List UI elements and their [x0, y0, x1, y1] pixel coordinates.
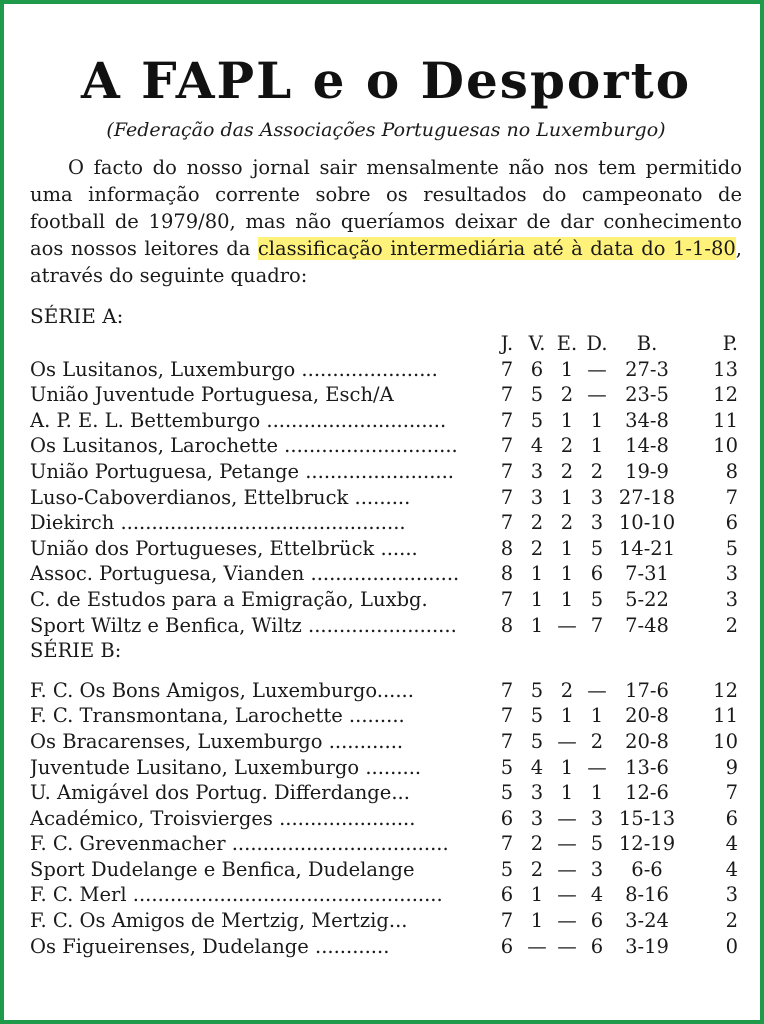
draws: 2 [560, 678, 574, 702]
table-row [30, 536, 742, 562]
losses: — [587, 357, 607, 381]
team-name: Sport Dudelange e Benfica, Dudelange [30, 857, 415, 881]
team-name: Académico, Troisvierges ...................... [30, 806, 416, 830]
losses: 3 [590, 857, 604, 881]
games-played: 7 [500, 485, 514, 509]
games-played: 7 [500, 704, 514, 728]
wins: 2 [530, 857, 544, 881]
draws: 2 [560, 511, 574, 535]
points: 2 [725, 613, 738, 637]
draws: — [557, 613, 577, 637]
games-played: 7 [500, 459, 514, 483]
team-name: Os Lusitanos, Larochette ............................ [30, 434, 458, 458]
wins: 1 [530, 613, 544, 637]
games-played: 7 [500, 678, 514, 702]
points: 3 [725, 587, 738, 611]
points: 3 [725, 883, 738, 907]
serie-b-heading [30, 638, 742, 678]
games-played: 8 [500, 562, 514, 586]
serie-b-label-row [30, 638, 742, 664]
losses: 4 [590, 883, 604, 907]
losses: 6 [590, 909, 604, 933]
draws: — [557, 883, 577, 907]
losses: — [587, 678, 607, 702]
table-row [30, 857, 742, 883]
serie-a-rows [30, 357, 742, 639]
goals: 27-18 [618, 485, 676, 509]
goals: 23-5 [625, 383, 669, 407]
table-row [30, 755, 742, 781]
draws: — [557, 806, 577, 830]
games-played: 8 [500, 613, 514, 637]
losses: 1 [590, 408, 604, 432]
wins: 3 [530, 485, 544, 509]
games-played: 7 [500, 729, 514, 753]
wins: 5 [530, 729, 544, 753]
points: 12 [713, 383, 738, 407]
wins: 5 [530, 408, 544, 432]
header-b: B. [636, 332, 658, 355]
wins: 5 [530, 678, 544, 702]
points: 7 [725, 485, 738, 509]
points: 11 [713, 704, 738, 728]
wins: 1 [530, 909, 544, 933]
team-name: U. Amigável dos Portug. Differdange... [30, 781, 410, 805]
wins: 5 [530, 383, 544, 407]
points: 10 [713, 434, 738, 458]
points: 5 [725, 536, 738, 560]
serie-b-label: SÉRIE B: [30, 639, 122, 663]
goals: 7-48 [625, 613, 669, 637]
serie-b-rows [30, 678, 742, 960]
table-row [30, 934, 742, 960]
losses: 5 [590, 587, 604, 611]
team-name: Os Lusitanos, Luxemburgo ...................... [30, 357, 438, 381]
table-row [30, 806, 742, 832]
table-row [30, 357, 742, 383]
goals: 14-8 [625, 434, 669, 458]
losses: 1 [590, 434, 604, 458]
losses: 6 [590, 934, 604, 958]
draws: 1 [560, 704, 574, 728]
team-name: F. C. Transmontana, Larochette ......... [30, 704, 405, 728]
games-played: 7 [500, 408, 514, 432]
goals: 7-31 [625, 562, 669, 586]
points: 0 [725, 934, 738, 958]
team-name: Os Bracarenses, Luxemburgo ............ [30, 729, 404, 753]
table-row [30, 908, 742, 934]
team-name: Assoc. Portuguesa, Vianden ........................ [30, 562, 460, 586]
draws: 1 [560, 755, 574, 779]
draws: 1 [560, 536, 574, 560]
spacer-row [30, 664, 742, 678]
points: 4 [725, 857, 738, 881]
points: 9 [725, 755, 738, 779]
games-played: 7 [500, 434, 514, 458]
team-name: Luso-Caboverdianos, Ettelbruck ......... [30, 485, 411, 509]
wins: — [527, 934, 547, 958]
wins: 1 [530, 562, 544, 586]
losses: 7 [590, 613, 604, 637]
table-row [30, 780, 742, 806]
losses: 1 [590, 781, 604, 805]
games-played: 5 [500, 857, 514, 881]
losses: 2 [590, 459, 604, 483]
draws: 1 [560, 357, 574, 381]
points: 11 [713, 408, 738, 432]
intro-paragraph [30, 154, 742, 289]
intro-highlight: classificação intermediária até à data do 1-1-80 [257, 237, 736, 260]
points: 3 [725, 562, 738, 586]
draws: — [557, 934, 577, 958]
goals: 17-6 [625, 678, 669, 702]
goals: 13-6 [625, 755, 669, 779]
points: 13 [713, 357, 738, 381]
wins: 1 [530, 883, 544, 907]
draws: 2 [560, 434, 574, 458]
table-header-row [30, 331, 742, 357]
games-played: 7 [500, 511, 514, 535]
wins: 3 [530, 806, 544, 830]
points: 7 [725, 781, 738, 805]
draws: 2 [560, 459, 574, 483]
games-played: 5 [500, 781, 514, 805]
points: 10 [713, 729, 738, 753]
games-played: 6 [500, 883, 514, 907]
draws: 1 [560, 408, 574, 432]
standings-table [30, 331, 742, 959]
table-row [30, 561, 742, 587]
table-row [30, 613, 742, 639]
games-played: 5 [500, 755, 514, 779]
points: 2 [725, 909, 738, 933]
games-played: 7 [500, 383, 514, 407]
losses: — [587, 383, 607, 407]
games-played: 7 [500, 909, 514, 933]
losses: 2 [590, 729, 604, 753]
losses: 5 [590, 536, 604, 560]
games-played: 6 [500, 934, 514, 958]
losses: 6 [590, 562, 604, 586]
team-name: Juventude Lusitano, Luxemburgo ......... [30, 755, 422, 779]
losses: 3 [590, 806, 604, 830]
draws: — [557, 729, 577, 753]
table-row [30, 587, 742, 613]
losses: 3 [590, 511, 604, 535]
team-name: Diekirch .............................................. [30, 511, 406, 535]
wins: 6 [530, 357, 544, 381]
goals: 12-19 [618, 832, 676, 856]
games-played: 7 [500, 832, 514, 856]
intro-text-after: , através do seguinte quadro: [30, 237, 742, 287]
serie-a-label: SÉRIE A: [30, 304, 124, 328]
table-row [30, 729, 742, 755]
table-row [30, 485, 742, 511]
table-row [30, 408, 742, 434]
wins: 3 [530, 459, 544, 483]
draws: 1 [560, 562, 574, 586]
wins: 3 [530, 781, 544, 805]
goals: 27-3 [625, 357, 669, 381]
table-row [30, 510, 742, 536]
team-name: F. C. Merl .................................................. [30, 883, 443, 907]
goals: 34-8 [625, 408, 669, 432]
goals: 20-8 [625, 729, 669, 753]
header-p: P. [722, 332, 738, 355]
draws: — [557, 832, 577, 856]
losses: 1 [590, 704, 604, 728]
goals: 12-6 [625, 781, 669, 805]
intro-text-before: O facto do nosso jornal sair mensalmente não nos tem permitido uma informação corrente sobre os resultados do campeonato de football de 1979/80, mas não queríamos deixar de dar conhecimento aos nossos leitores da [30, 156, 742, 260]
games-played: 7 [500, 357, 514, 381]
games-played: 7 [500, 587, 514, 611]
header-team [30, 331, 492, 357]
draws: 2 [560, 383, 574, 407]
header-d: D. [586, 332, 608, 355]
article [30, 50, 742, 959]
goals: 8-16 [625, 883, 669, 907]
table-row [30, 433, 742, 459]
points: 8 [725, 459, 738, 483]
goals: 10-10 [618, 511, 676, 535]
header-e: E. [556, 332, 578, 355]
games-played: 6 [500, 806, 514, 830]
table-row [30, 703, 742, 729]
team-name: C. de Estudos para a Emigração, Luxbg. [30, 587, 428, 611]
table-row [30, 678, 742, 704]
team-name: Sport Wiltz e Benfica, Wiltz ........................ [30, 613, 457, 637]
points: 12 [713, 678, 738, 702]
goals: 15-13 [618, 806, 676, 830]
article-title: A FAPL e o Desporto [80, 51, 692, 110]
wins: 1 [530, 587, 544, 611]
losses: — [587, 755, 607, 779]
team-name: União Portuguesa, Petange ........................ [30, 459, 454, 483]
wins: 4 [530, 434, 544, 458]
goals: 5-22 [625, 587, 669, 611]
wins: 2 [530, 832, 544, 856]
points: 6 [725, 511, 738, 535]
draws: — [557, 909, 577, 933]
games-played: 8 [500, 536, 514, 560]
points: 6 [725, 806, 738, 830]
goals: 6-6 [631, 857, 663, 881]
losses: 3 [590, 485, 604, 509]
table-row [30, 459, 742, 485]
draws: 1 [560, 587, 574, 611]
team-name: A. P. E. L. Bettemburgo ............................. [30, 408, 447, 432]
team-name: União Juventude Portuguesa, Esch/A [30, 383, 394, 407]
team-name: Os Figueirenses, Dudelange ............ [30, 934, 390, 958]
wins: 5 [530, 704, 544, 728]
header-j: J. [500, 332, 514, 355]
team-name: F. C. Os Bons Amigos, Luxemburgo...... [30, 678, 414, 702]
draws: 1 [560, 485, 574, 509]
goals: 20-8 [625, 704, 669, 728]
draws: 1 [560, 781, 574, 805]
article-subtitle: (Federação das Associações Portuguesas no Luxemburgo) [106, 119, 666, 141]
table-row [30, 831, 742, 857]
points: 4 [725, 832, 738, 856]
team-name: União dos Portugueses, Ettelbrück ...... [30, 536, 418, 560]
table-row [30, 882, 742, 908]
wins: 2 [530, 511, 544, 535]
goals: 3-24 [625, 909, 669, 933]
goals: 19-9 [625, 459, 669, 483]
losses: 5 [590, 832, 604, 856]
team-name: F. C. Os Amigos de Mertzig, Mertzig... [30, 909, 408, 933]
header-v: V. [528, 332, 546, 355]
wins: 4 [530, 755, 544, 779]
team-name: F. C. Grevenmacher ................................... [30, 832, 449, 856]
table-row [30, 382, 742, 408]
draws: — [557, 857, 577, 881]
goals: 3-19 [625, 934, 669, 958]
goals: 14-21 [618, 536, 676, 560]
wins: 2 [530, 536, 544, 560]
